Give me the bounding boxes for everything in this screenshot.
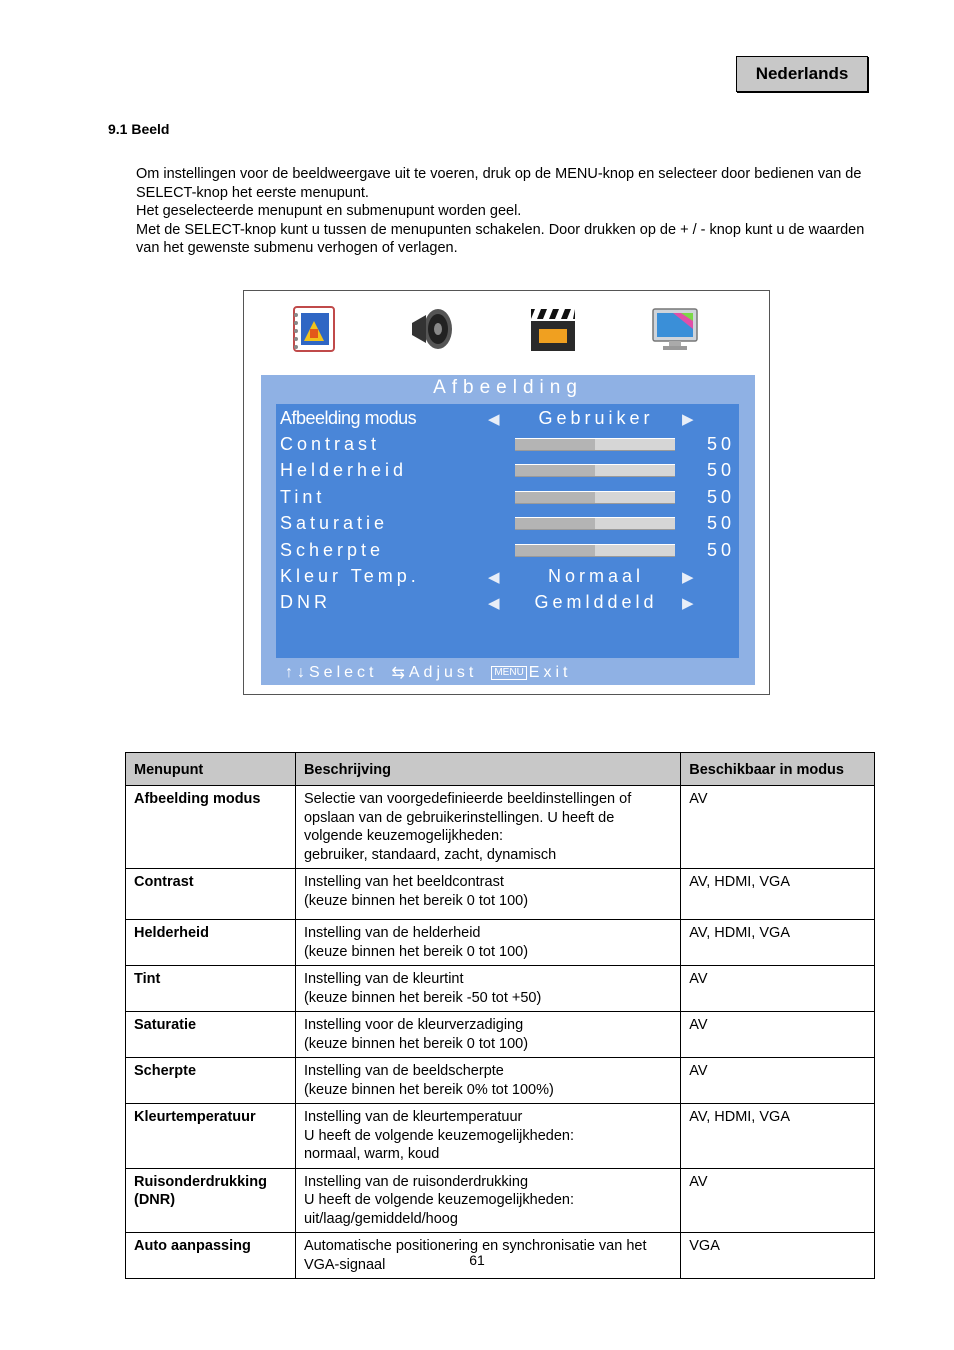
column-header: Menupunt xyxy=(126,753,296,786)
osd-row-label: Contrast xyxy=(280,434,381,454)
osd-panel xyxy=(261,375,755,685)
osd-row-scherpte[interactable] xyxy=(276,538,739,564)
desc-line: (keuze binnen het bereik 0 tot 100) xyxy=(303,1035,529,1052)
osd-row-saturatie[interactable] xyxy=(276,511,739,537)
settings-table xyxy=(125,752,875,1279)
intro-paragraph-1: Om instellingen voor de beeldweergave uit te voeren, druk op de MENU-knop en selecteer door bedienen van de SELECT-knop het eerste menupunt. xyxy=(136,166,862,201)
section-title: 9.1 Beeld xyxy=(108,121,170,137)
osd-row-value: Gemlddeld xyxy=(534,592,658,612)
osd-slider[interactable] xyxy=(515,544,675,557)
table-cell-name: Contrast xyxy=(126,869,296,920)
table-cell-mode: AV, HDMI, VGA xyxy=(681,1104,875,1169)
table-row xyxy=(126,1168,875,1233)
osd-slider-fill xyxy=(515,439,595,450)
osd-slider-fill xyxy=(515,518,595,529)
table-cell-description xyxy=(295,1058,680,1104)
osd-row-label: Kleur Temp. xyxy=(280,566,420,586)
desc-line: uit/laag/gemiddeld/hoog xyxy=(303,1210,458,1227)
table-cell-mode: AV, HDMI, VGA xyxy=(681,869,875,920)
table-cell-description xyxy=(295,869,680,920)
desc-line: Automatische positionering en synchronisatie van het VGA-signaal xyxy=(303,1238,647,1273)
table-cell-name: Helderheid xyxy=(126,920,296,966)
table-cell-name: Saturatie xyxy=(126,1012,296,1058)
desc-line: Instelling van de kleurtemperatuur xyxy=(303,1109,523,1125)
osd-slider[interactable] xyxy=(515,517,675,530)
osd-row-kleur-temp[interactable] xyxy=(276,564,739,590)
osd-row-label: Afbeelding modus xyxy=(280,408,417,428)
desc-line: Instelling van de kleurtint xyxy=(303,971,464,987)
desc-line: U heeft de volgende keuzemogelijkheden: xyxy=(303,1127,574,1144)
table-cell-description xyxy=(295,920,680,966)
osd-row-value: Gebruiker xyxy=(538,408,654,428)
osd-menu-list xyxy=(276,404,739,658)
desc-line: (keuze binnen het bereik 0 tot 100) xyxy=(303,943,529,960)
osd-row-afbeelding-modus[interactable] xyxy=(276,406,739,432)
desc-line: Instelling voor de kleurverzadiging xyxy=(303,1017,524,1033)
osd-title: Afbeelding xyxy=(433,377,583,398)
desc-line: U heeft de volgende keuzemogelijkheden: xyxy=(303,1192,574,1208)
osd-slider-fill xyxy=(515,545,595,556)
desc-line: gebruiker, standaard, zacht, dynamisch xyxy=(303,846,557,863)
table-row xyxy=(126,920,875,966)
table-cell-description xyxy=(295,786,680,869)
table-row xyxy=(126,1104,875,1169)
table-cell-mode: AV xyxy=(681,966,875,1012)
osd-row-value: 50 xyxy=(706,540,735,560)
column-header: Beschrijving xyxy=(295,753,680,786)
arrow-right-icon[interactable]: ▶ xyxy=(682,411,694,428)
desc-line: Instelling van het beeldcontrast xyxy=(303,874,504,890)
table-cell-name: Auto aanpassing xyxy=(126,1233,296,1279)
table-cell-mode: AV, HDMI, VGA xyxy=(681,920,875,966)
footer-exit: Exit xyxy=(528,664,572,681)
table-cell-mode: AV xyxy=(681,1168,875,1233)
osd-menu-screenshot xyxy=(243,290,770,695)
table-cell-description xyxy=(295,966,680,1012)
osd-row-label: Saturatie xyxy=(280,513,389,533)
osd-slider-fill xyxy=(515,465,595,476)
table-cell-mode: AV xyxy=(681,786,875,869)
osd-slider[interactable] xyxy=(515,464,675,477)
osd-row-helderheid[interactable] xyxy=(276,458,739,484)
table-cell-name: Afbeelding modus xyxy=(126,786,296,869)
osd-row-value: 50 xyxy=(706,434,735,454)
osd-row-value: 50 xyxy=(706,487,735,507)
up-down-arrows-icon: ↑↓ xyxy=(285,664,309,681)
page-number: 61 xyxy=(469,1252,485,1268)
table-cell-mode: AV xyxy=(681,1058,875,1104)
table-cell-name: Kleurtemperatuur xyxy=(126,1104,296,1169)
desc-line: Instelling van de ruisonderdrukking xyxy=(303,1173,529,1190)
desc-line: normaal, warm, koud xyxy=(303,1146,440,1162)
picture-icon xyxy=(290,305,338,353)
osd-row-contrast[interactable] xyxy=(276,432,739,458)
intro-text xyxy=(136,165,866,258)
desc-line: (keuze binnen het bereik 0% tot 100%) xyxy=(303,1081,554,1098)
osd-row-tint[interactable] xyxy=(276,485,739,511)
osd-slider-fill xyxy=(515,492,595,503)
table-cell-description xyxy=(295,1012,680,1058)
left-right-arrows-icon: ⇆ xyxy=(391,665,409,682)
arrow-left-icon[interactable]: ◀ xyxy=(488,569,500,586)
menu-key-icon: MENU xyxy=(491,666,526,680)
footer-adjust: Adjust xyxy=(408,664,478,681)
intro-paragraph-2: Het geselecteerde menupunt en submenupunt worden geel. xyxy=(136,203,522,220)
osd-row-value: Normaal xyxy=(547,566,645,586)
language-badge: Nederlands xyxy=(736,56,868,92)
arrow-right-icon[interactable]: ▶ xyxy=(682,595,694,612)
table-cell-mode: VGA xyxy=(681,1233,875,1279)
table-cell-description xyxy=(295,1104,680,1169)
osd-icon-bar xyxy=(244,291,769,371)
table-row xyxy=(126,1012,875,1058)
table-row xyxy=(126,1058,875,1104)
column-header: Beschikbaar in modus xyxy=(681,753,875,786)
desc-line: Instelling van de beeldscherpte xyxy=(303,1063,504,1079)
footer-select: Select xyxy=(309,664,378,681)
clapperboard-icon xyxy=(529,305,577,353)
arrow-right-icon[interactable]: ▶ xyxy=(682,569,694,586)
arrow-left-icon[interactable]: ◀ xyxy=(488,595,500,612)
speaker-icon xyxy=(408,305,456,353)
table-row xyxy=(126,966,875,1012)
osd-row-label: Helderheid xyxy=(280,460,408,480)
intro-paragraph-3: Met de SELECT-knop kunt u tussen de menupunten schakelen. Door drukken op de + / - knop kunt u de waarden van het gewenste submenu verhogen of verlagen. xyxy=(136,221,865,257)
table-cell-description xyxy=(295,1168,680,1233)
osd-row-dnr[interactable] xyxy=(276,590,739,616)
desc-line: Instelling van de helderheid xyxy=(303,925,481,941)
table-row xyxy=(126,869,875,920)
osd-row-label: Scherpte xyxy=(280,540,385,560)
osd-slider[interactable] xyxy=(515,438,675,451)
table-cell-mode: AV xyxy=(681,1012,875,1058)
desc-line: (keuze binnen het bereik 0 tot 100) xyxy=(303,892,529,909)
desc-line: Selectie van voorgedefinieerde beeldinstellingen of opslaan van de gebruikerinstellingen. U heeft de volgende keuzemogelijkheden: xyxy=(303,791,632,844)
table-cell-name: Ruisonderdrukking (DNR) xyxy=(126,1168,296,1233)
osd-row-label: Tint xyxy=(280,487,326,507)
table-header-row xyxy=(126,753,875,786)
desc-line: (keuze binnen het bereik -50 tot +50) xyxy=(303,989,542,1006)
osd-row-value: 50 xyxy=(706,460,735,480)
monitor-icon xyxy=(651,305,699,353)
table-row xyxy=(126,786,875,869)
osd-row-value: 50 xyxy=(706,513,735,533)
arrow-left-icon[interactable]: ◀ xyxy=(488,411,500,428)
table-cell-name: Tint xyxy=(126,966,296,1012)
table-cell-name: Scherpte xyxy=(126,1058,296,1104)
osd-footer xyxy=(285,663,585,683)
osd-slider[interactable] xyxy=(515,491,675,504)
osd-row-label: DNR xyxy=(280,592,331,612)
